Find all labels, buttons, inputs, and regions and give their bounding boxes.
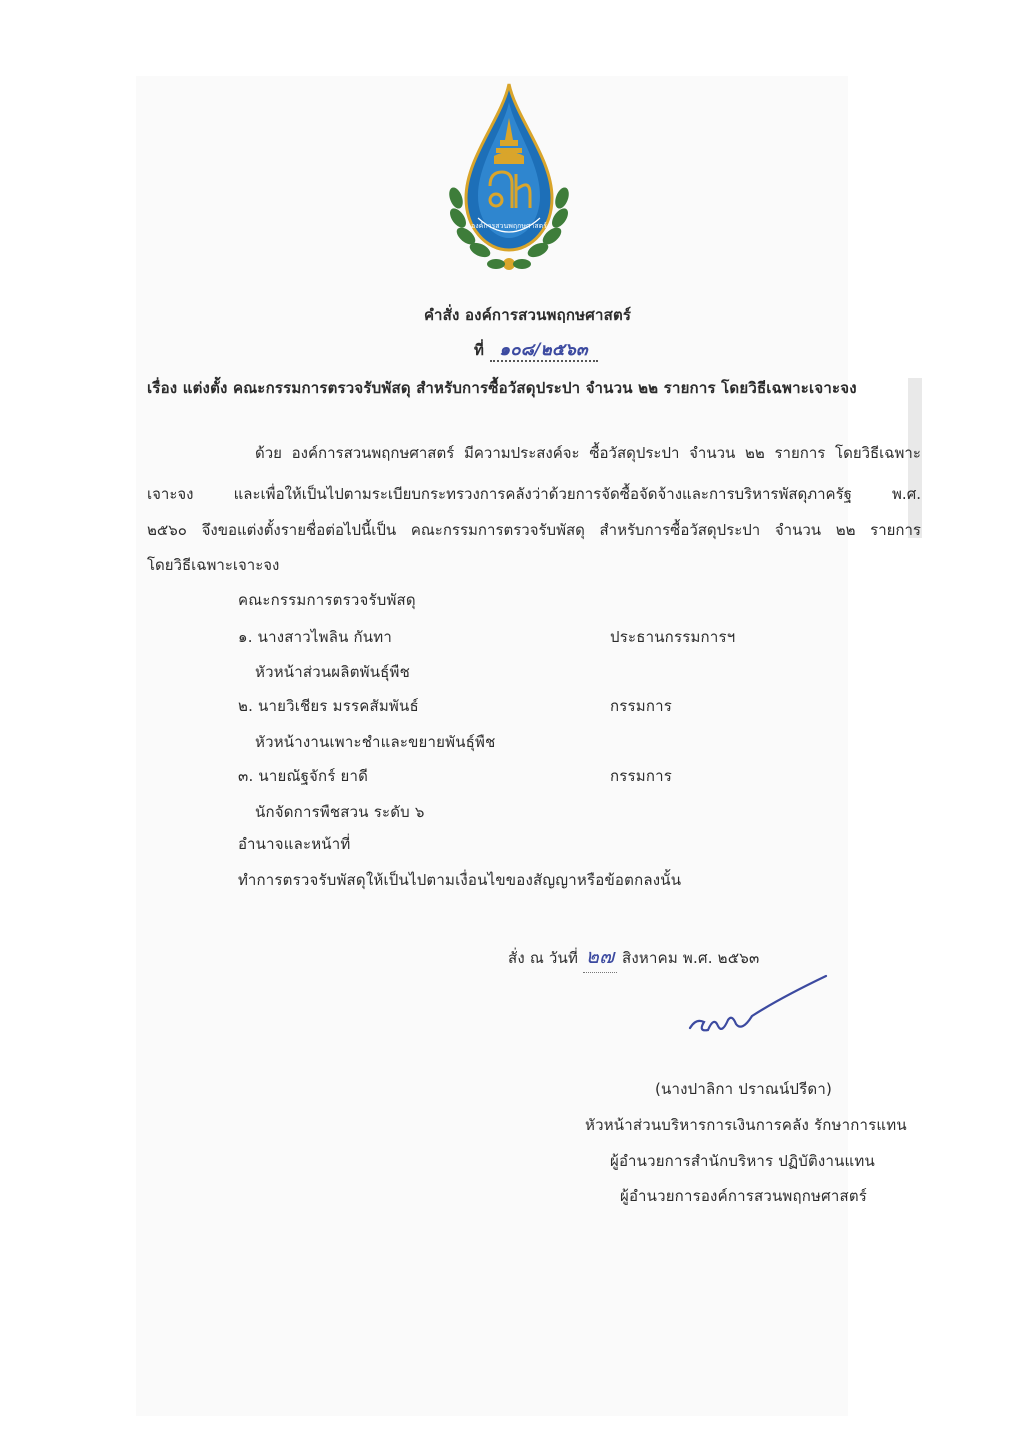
paragraph-word: รายการ (774, 444, 826, 462)
paragraph-word: คณะกรรมการตรวจรับพัสดุ (410, 521, 585, 539)
member-3-position: นักจัดการพืชสวน ระดับ ๖ (255, 803, 425, 821)
paragraph-word: ๒๕๖๐ (147, 521, 187, 539)
paragraph-word: พ.ศ. (892, 485, 921, 503)
paragraph-word: มีความประสงค์จะ (463, 444, 580, 462)
paragraph-word: ซื้อวัสดุประปา (589, 444, 680, 462)
order-subject: เรื่อง แต่งตั้ง คณะกรรมการตรวจรับพัสดุ สำหรับการซื้อวัสดุประปา จำนวน ๒๒ รายการ โดยวิธีเฉพาะเจาะจง (147, 379, 857, 397)
paragraph-word: จึงขอแต่งตั้งรายชื่อต่อไปนี้เป็น (201, 521, 397, 539)
committee-heading: คณะกรรมการตรวจรับพัสดุ (238, 591, 416, 609)
member-2-role: กรรมการ (610, 697, 673, 715)
order-number-row (474, 338, 598, 362)
paragraph-line-3 (147, 518, 921, 542)
member-3-role: กรรมการ (610, 767, 673, 785)
paragraph-word: ด้วย (255, 444, 282, 462)
paragraph-line-4: โดยวิธีเฉพาะเจาะจง (147, 556, 280, 574)
duty-heading: อำนาจและหน้าที่ (238, 835, 351, 853)
order-number-label: ที่ (474, 341, 485, 359)
order-date-day: ๒๗ (583, 940, 617, 973)
order-date-rest: สิงหาคม พ.ศ. ๒๕๖๓ (622, 949, 760, 967)
member-1-position: หัวหน้าส่วนผลิตพันธุ์พืช (255, 663, 410, 681)
paragraph-word: โดยวิธีเฉพาะ (835, 444, 921, 462)
signatory-title-2: ผู้อำนวยการสำนักบริหาร ปฏิบัติงานแทน (610, 1152, 875, 1170)
member-2-position: หัวหน้างานเพาะชำและขยายพันธุ์พืช (255, 733, 496, 751)
paragraph-line-1 (255, 441, 921, 465)
paragraph-word: จำนวน (774, 521, 822, 539)
member-2-name: ๒. นายวิเชียร มรรคสัมพันธ์ (238, 697, 419, 715)
paragraph-line-2 (147, 482, 921, 506)
order-title: คำสั่ง องค์การสวนพฤกษศาสตร์ (424, 306, 632, 324)
organization-logo (444, 78, 574, 278)
signatory-name: (นางปาลิกา ปราณน์ปรีดา) (655, 1080, 833, 1098)
paragraph-word: จำนวน (689, 444, 736, 462)
paragraph-word: เจาะจง (147, 485, 194, 503)
paragraph-word: สำหรับการซื้อวัสดุประปา (599, 521, 761, 539)
paragraph-word: และเพื่อให้เป็นไปตามระเบียบกระทรวงการคลังว่าด้วยการจัดซื้อจัดจ้างและการบริหารพัสดุภาครัฐ (233, 485, 852, 503)
signatory-title-3: ผู้อำนวยการองค์การสวนพฤกษศาสตร์ (620, 1187, 868, 1205)
order-number-value: ๑๐๘/๒๕๖๓ (490, 340, 598, 362)
order-date-prefix: สั่ง ณ วันที่ (508, 949, 579, 967)
paragraph-word: องค์การสวนพฤกษศาสตร์ (291, 444, 455, 462)
logo-ring-text: องค์การสวนพฤกษศาสตร์ (471, 222, 547, 230)
member-1-name: ๑. นางสาวไพลิน กันทา (238, 628, 392, 646)
paragraph-word: ๒๒ (835, 521, 856, 539)
member-3-name: ๓. นายณัฐจักร์ ยาดี (238, 767, 369, 785)
order-date (508, 940, 759, 973)
signatory-title-1: หัวหน้าส่วนบริหารการเงินการคลัง รักษาการแทน (585, 1116, 907, 1134)
duty-text: ทำการตรวจรับพัสดุให้เป็นไปตามเงื่อนไขของสัญญาหรือข้อตกลงนั้น (238, 871, 682, 889)
handwritten-signature (680, 970, 830, 1045)
paragraph-word: ๒๒ (744, 444, 765, 462)
member-1-role: ประธานกรรมการฯ (610, 628, 736, 646)
paragraph-word: รายการ (870, 521, 921, 539)
